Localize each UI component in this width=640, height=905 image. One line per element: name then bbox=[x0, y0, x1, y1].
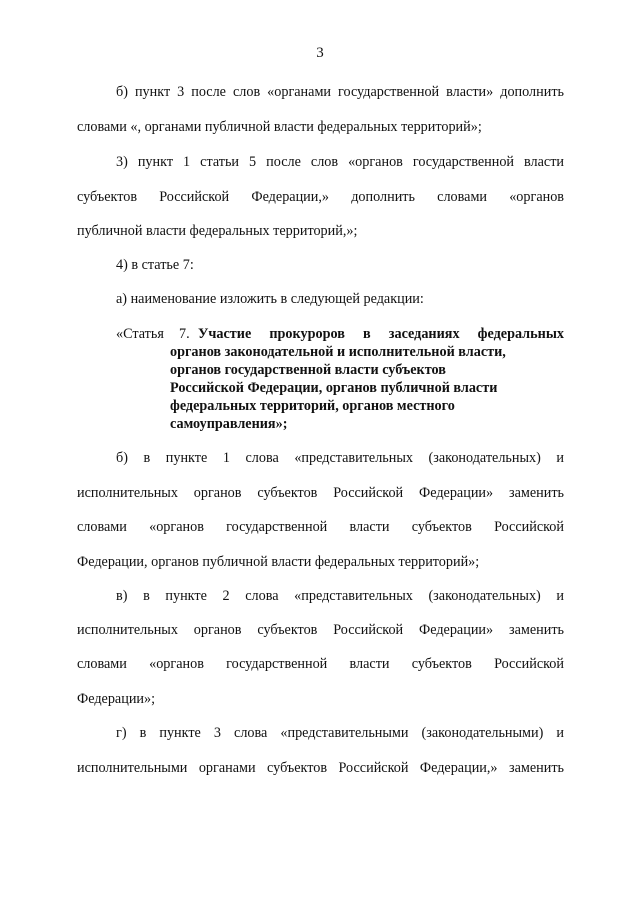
paragraph-a: а) наименование изложить в следующей редакции: bbox=[116, 291, 424, 307]
paragraph-b2-line-2: исполнительных органов субъектов Российской Федерации» заменить bbox=[77, 485, 564, 501]
paragraph-v-line-1: в) в пункте 2 слова «представительных (законодательных) и bbox=[116, 588, 564, 604]
paragraph-3-line-2: субъектов Российской Федерации,» дополнить словами «органов bbox=[77, 189, 564, 205]
paragraph-3-line-1: 3) пункт 1 статьи 5 после слов «органов государственной власти bbox=[116, 154, 564, 170]
paragraph-3-line-3: публичной власти федеральных территорий,»; bbox=[77, 223, 358, 239]
article-title-line: Российской Федерации, органов публичной власти bbox=[170, 380, 498, 396]
article-title-line: органов государственной власти субъектов bbox=[170, 362, 446, 378]
paragraph-v-line-4: Федерации»; bbox=[77, 691, 156, 707]
page-number: 3 bbox=[316, 45, 324, 61]
paragraph-g-line-2: исполнительными органами субъектов Российской Федерации,» заменить bbox=[77, 760, 564, 776]
paragraph-v-line-3: словами «органов государственной власти субъектов Российской bbox=[77, 656, 564, 672]
paragraph-g-line-1: г) в пункте 3 слова «представительными (законодательными) и bbox=[116, 725, 564, 741]
article-title-line: Участие прокуроров в заседаниях федеральных bbox=[198, 326, 564, 342]
paragraph-4: 4) в статье 7: bbox=[116, 257, 194, 273]
article-title bbox=[170, 325, 564, 433]
paragraph-b2-line-1: б) в пункте 1 слова «представительных (законодательных) и bbox=[116, 450, 564, 466]
article-title-line: федеральных территорий, органов местного bbox=[170, 398, 455, 414]
paragraph-b1-line-1: б) пункт 3 после слов «органами государственной власти» дополнить bbox=[116, 84, 564, 100]
article-title-line: органов законодательной и исполнительной власти, bbox=[170, 344, 506, 360]
paragraph-b1-line-2: словами «, органами публичной власти федеральных территорий»; bbox=[77, 119, 482, 135]
article-lead: «Статья bbox=[116, 326, 164, 342]
article-number: 7. bbox=[179, 326, 190, 342]
paragraph-v-line-2: исполнительных органов субъектов Российской Федерации» заменить bbox=[77, 622, 564, 638]
article-title-line: самоуправления»; bbox=[170, 416, 288, 432]
paragraph-b2-line-3: словами «органов государственной власти субъектов Российской bbox=[77, 519, 564, 535]
paragraph-b2-line-4: Федерации, органов публичной власти федеральных территорий»; bbox=[77, 554, 480, 570]
